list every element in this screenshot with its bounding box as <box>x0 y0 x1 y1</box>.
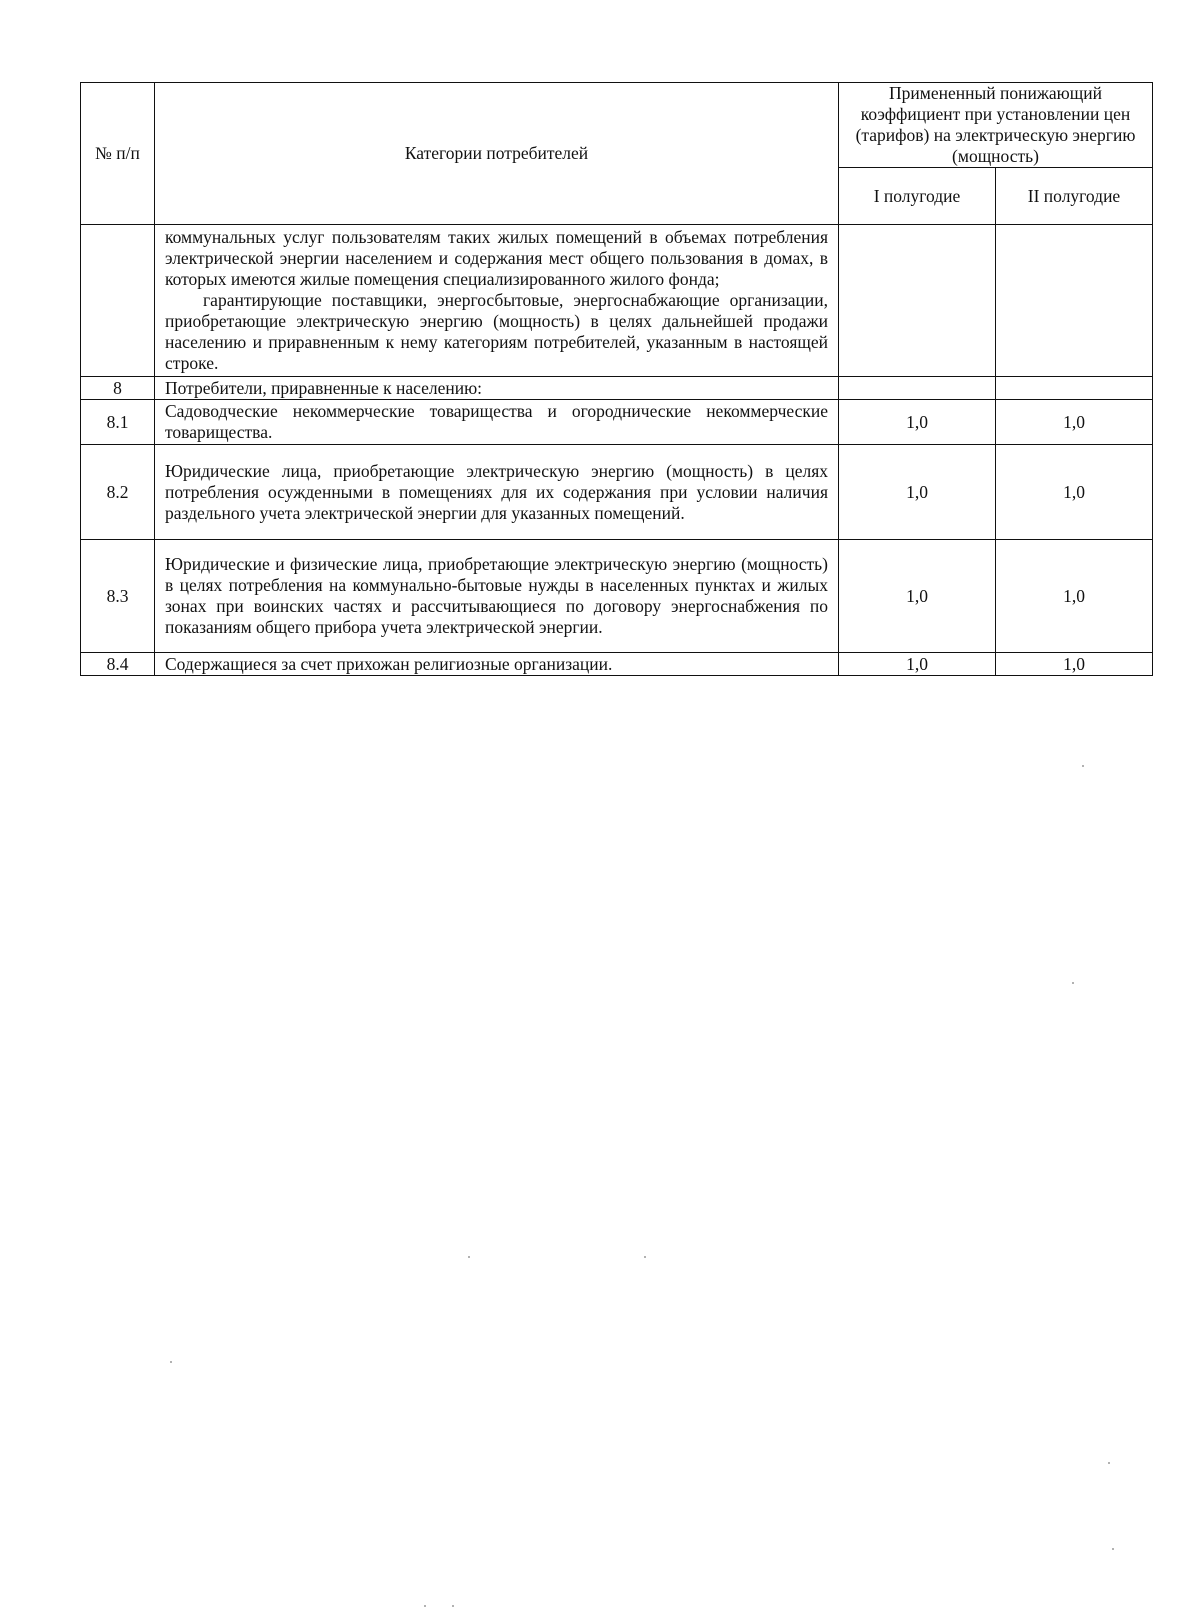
scan-speck <box>170 1361 172 1363</box>
row-num <box>81 225 155 377</box>
row-value-half2 <box>996 225 1153 377</box>
scan-speck <box>1112 1548 1114 1550</box>
table-body <box>81 225 1153 676</box>
row-value-half1 <box>839 225 996 377</box>
row-value-half1: 1,0 <box>839 540 996 653</box>
scan-speck <box>644 1256 646 1258</box>
row-category: Юридические и физические лица, приобретающие электрическую энергию (мощность) в целях потребления на коммунально-бытовые нужды в населенных пунктах и жилых зонах при воинских частях и рассчитывающиеся по договору энергоснабжения по показаниям общего прибора учета электрической энергии. <box>155 540 839 653</box>
row-value-half2 <box>996 377 1153 400</box>
scan-speck <box>1108 1462 1110 1464</box>
scan-speck <box>1082 765 1084 767</box>
coefficient-table <box>80 82 1153 676</box>
table-row-8-4 <box>81 653 1153 676</box>
row-value-half2: 1,0 <box>996 540 1153 653</box>
table-row-8-2 <box>81 445 1153 540</box>
row-value-half1: 1,0 <box>839 400 996 445</box>
header-half2: II полугодие <box>996 168 1153 225</box>
row-category: Потребители, приравненные к населению: <box>155 377 839 400</box>
header-num: № п/п <box>81 83 155 225</box>
scan-speck <box>424 1605 426 1607</box>
row-value-half2: 1,0 <box>996 653 1153 676</box>
scan-speck <box>468 1256 470 1258</box>
row-num: 8.4 <box>81 653 155 676</box>
table-row-8-3 <box>81 540 1153 653</box>
row-num: 8.3 <box>81 540 155 653</box>
row-num: 8.2 <box>81 445 155 540</box>
continuation-paragraph-2: гарантирующие поставщики, энергосбытовые, энергоснабжающие организации, приобретающие электрическую энергию (мощность) в целях дальнейшей продажи населению и приравненным к нему категориям потребителей, указанным в настоящей строке. <box>165 290 828 373</box>
table-row-8-1 <box>81 400 1153 445</box>
table-header <box>81 83 1153 225</box>
row-value-half1 <box>839 377 996 400</box>
row-category: Садоводческие некоммерческие товарищества и огороднические некоммерческие товарищества. <box>155 400 839 445</box>
row-category: Содержащиеся за счет прихожан религиозные организации. <box>155 653 839 676</box>
row-value-half1: 1,0 <box>839 445 996 540</box>
header-coefficient-group: Примененный понижающий коэффициент при установлении цен (тарифов) на электрическую энергию (мощность) <box>839 83 1153 168</box>
scan-speck <box>452 1605 454 1607</box>
header-row <box>81 83 1153 168</box>
header-half1: I полугодие <box>839 168 996 225</box>
scan-speck <box>1072 982 1074 984</box>
row-category: Юридические лица, приобретающие электрическую энергию (мощность) в целях потребления осужденными в помещениях для их содержания при условии наличия раздельного учета электрической энергии для указанных помещений. <box>155 445 839 540</box>
row-num: 8.1 <box>81 400 155 445</box>
table-row-continuation <box>81 225 1153 377</box>
table-row-8 <box>81 377 1153 400</box>
continuation-paragraph-1: коммунальных услуг пользователям таких жилых помещений в объемах потребления электрической энергии населением и содержания мест общего пользования в домах, в которых имеются жилые помещения специализированного жилого фонда; <box>165 227 828 289</box>
row-value-half1: 1,0 <box>839 653 996 676</box>
row-value-half2: 1,0 <box>996 400 1153 445</box>
header-category: Категории потребителей <box>155 83 839 225</box>
row-num: 8 <box>81 377 155 400</box>
row-category <box>155 225 839 377</box>
row-value-half2: 1,0 <box>996 445 1153 540</box>
